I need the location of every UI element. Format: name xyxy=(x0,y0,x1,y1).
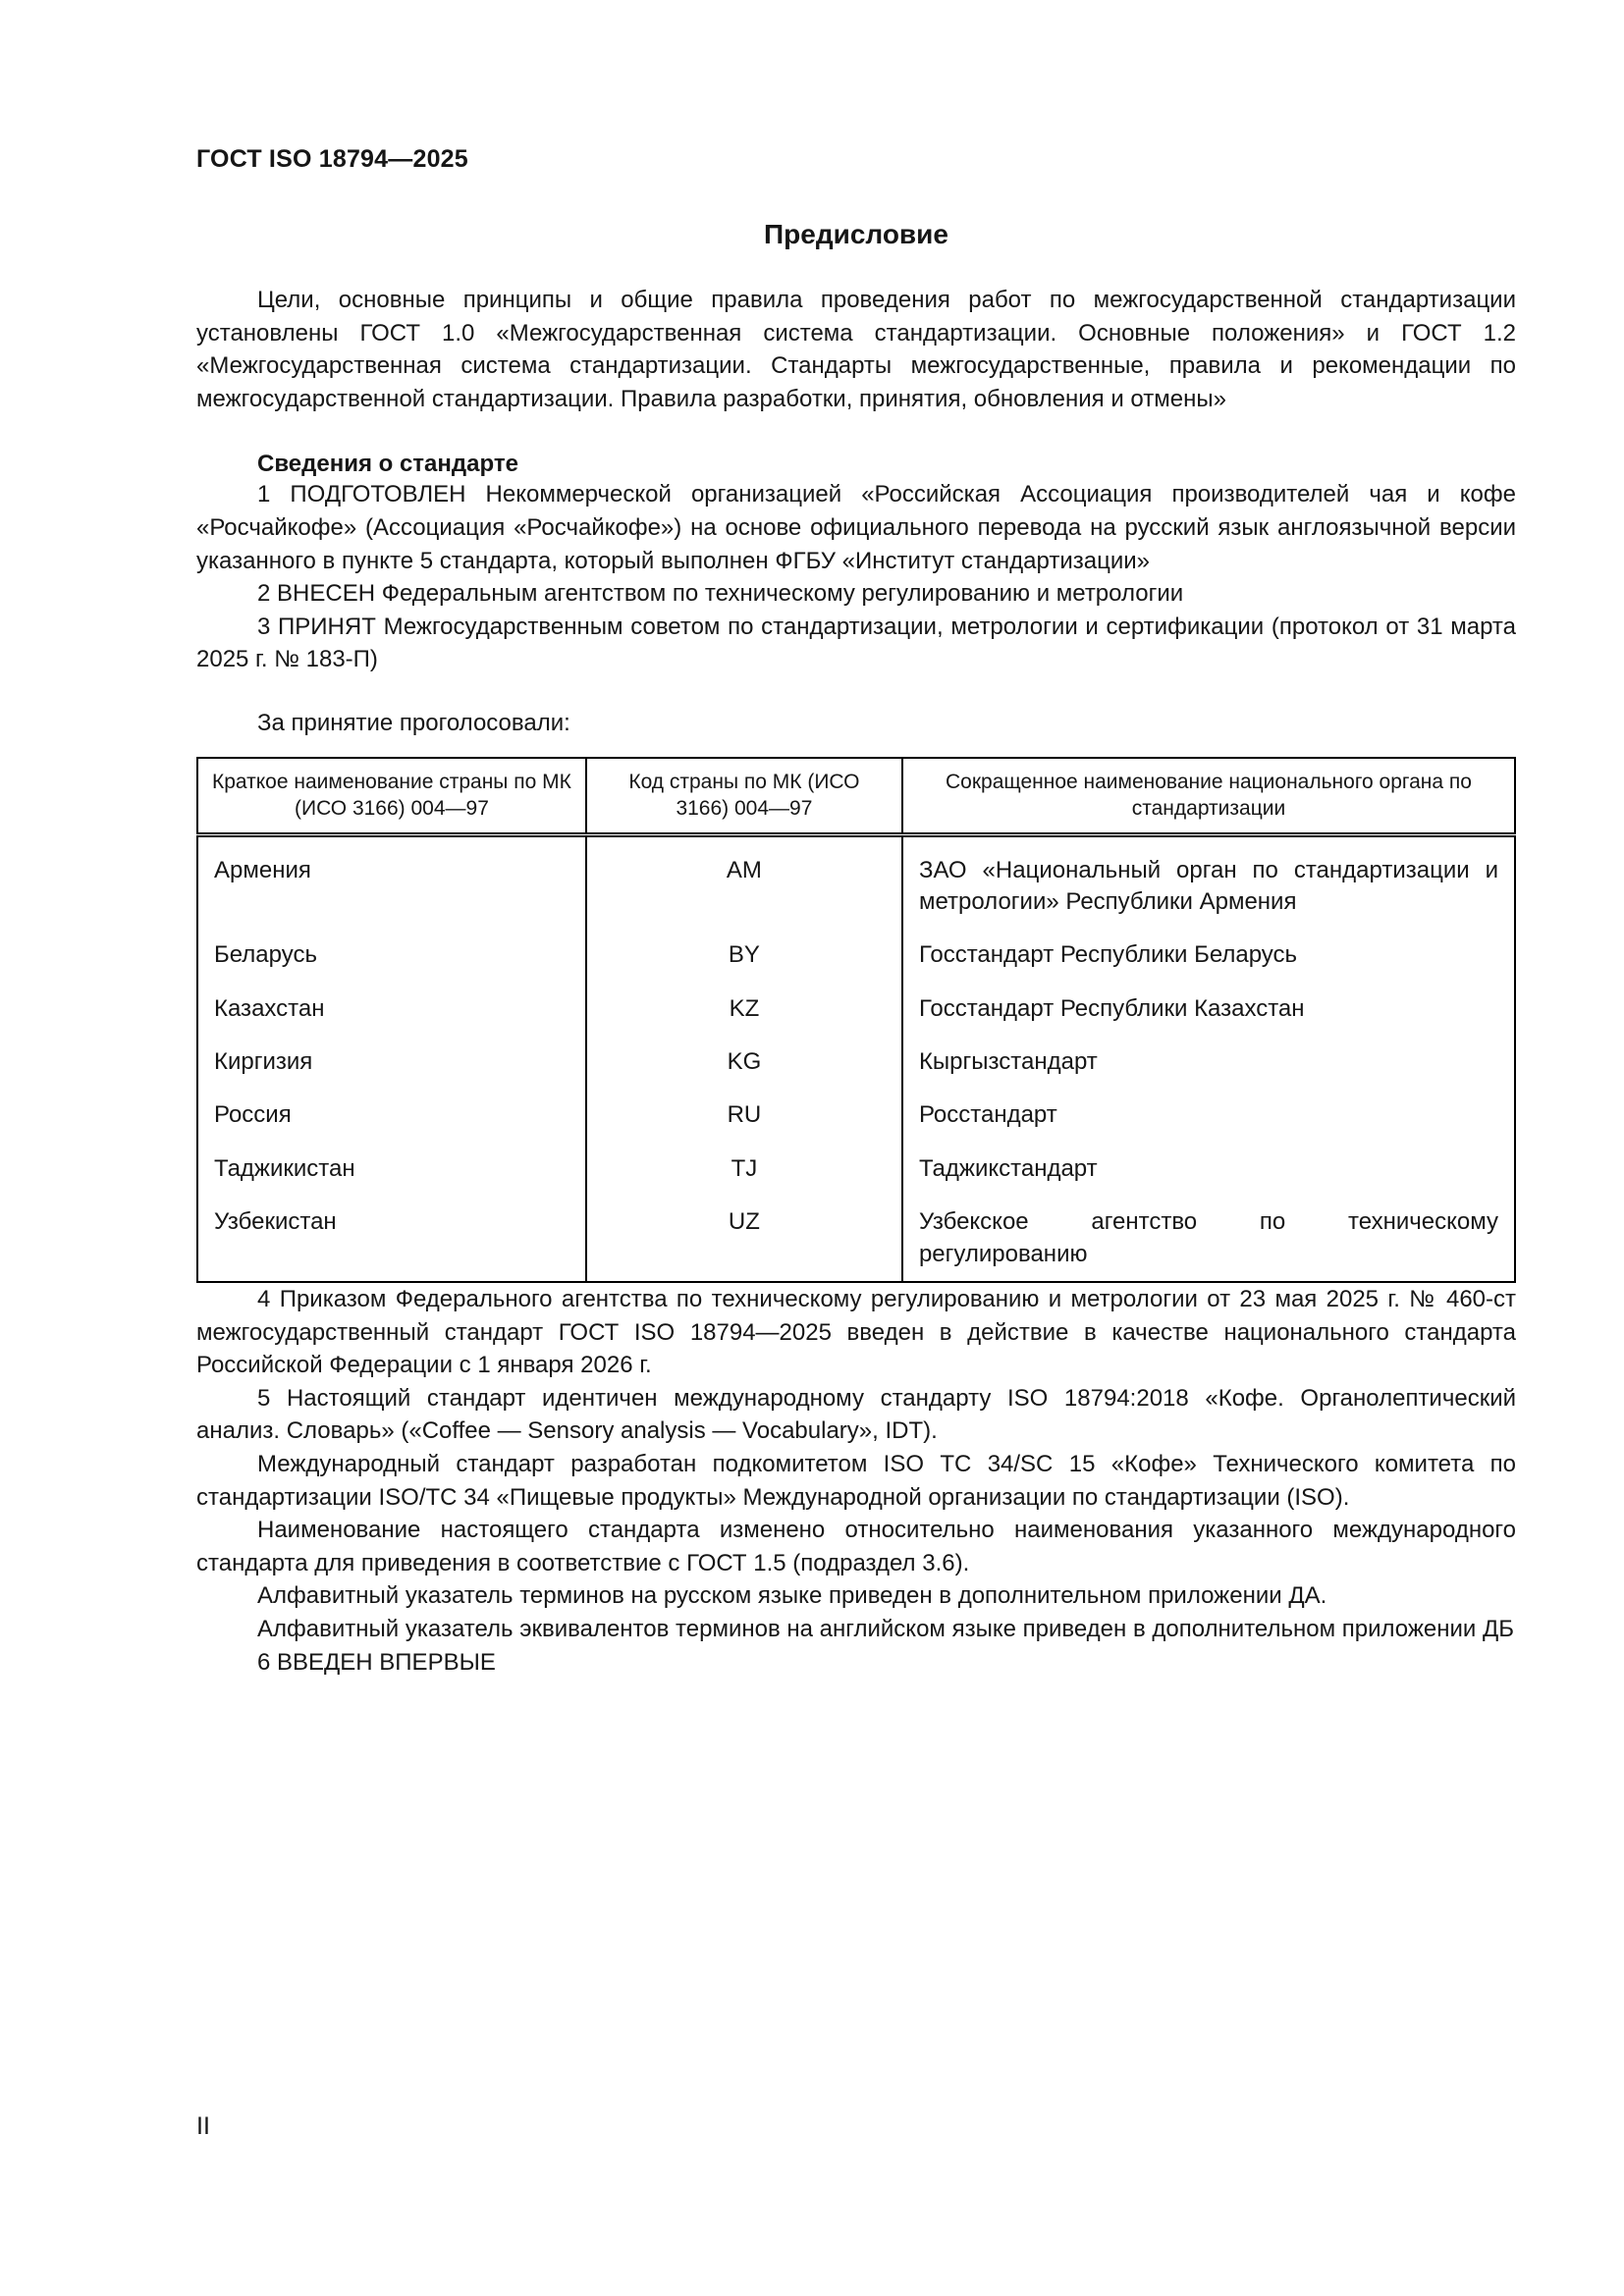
cell-org: Росстандарт xyxy=(902,1089,1515,1142)
item-5-p3: Наименование настоящего стандарта изменено относительно наименования указанного международного стандарта для приведения в соответствие с ГОСТ 1.5 (подраздел 3.6). xyxy=(196,1517,1516,1576)
item-1: 1 ПОДГОТОВЛЕН Некоммерческой организацией «Российская Ассоциация производителей чая и кофе «Росчайкофе» (Ассоциация «Росчайкофе») на основе официального перевода на русский язык англоязычной версии указанного в пункте 5 стандарта, который выполнен ФГБУ «Институт стандартизации» xyxy=(196,481,1516,574)
cell-org: ЗАО «Национальный орган по стандартизации и метрологии» Республики Армения xyxy=(902,834,1515,929)
col-header-country: Краткое наименование страны по МК (ИСО 3166) 004—97 xyxy=(197,758,586,834)
cell-code: BY xyxy=(586,929,902,982)
cell-country: Узбекистан xyxy=(197,1196,586,1282)
table-row xyxy=(197,834,1515,929)
table-row xyxy=(197,1036,1515,1089)
cell-org: Таджикстандарт xyxy=(902,1143,1515,1196)
table-row xyxy=(197,1089,1515,1142)
item-5-p2: Международный стандарт разработан подкомитетом ISO ТС 34/SC 15 «Кофе» Технического комитета по стандартизации ISO/ТС 34 «Пищевые продукты» Международной организации по стандартизации (ISO). xyxy=(196,1451,1516,1511)
doc-number: ГОСТ ISO 18794—2025 xyxy=(196,145,468,173)
cell-org: Госстандарт Республики Беларусь xyxy=(902,929,1515,982)
item-5-p1: 5 Настоящий стандарт идентичен международному стандарту ISO 18794:2018 «Кофе. Органолептический анализ. Словарь» («Coffee — Sensory analysis — Vocabulary», IDT). xyxy=(196,1384,1516,1445)
cell-country: Россия xyxy=(197,1089,586,1142)
cell-code: RU xyxy=(586,1089,902,1142)
vote-intro: За принятие проголосовали: xyxy=(257,709,570,736)
cell-country: Беларусь xyxy=(197,929,586,982)
cell-country: Армения xyxy=(197,834,586,929)
section-heading: Сведения о стандарте xyxy=(257,451,518,478)
cell-code: KZ xyxy=(586,983,902,1036)
voting-table xyxy=(196,757,1516,1283)
cell-country: Киргизия xyxy=(197,1036,586,1089)
page-number: II xyxy=(196,2112,210,2140)
cell-country: Казахстан xyxy=(197,983,586,1036)
cell-code: AM xyxy=(586,834,902,929)
voting-table-header xyxy=(197,758,1515,834)
cell-org: Узбекское агентство по техническому регулированию xyxy=(902,1196,1515,1282)
item-3: 3 ПРИНЯТ Межгосударственным советом по стандартизации, метрологии и сертификации (протокол от 31 марта 2025 г. № 183-П) xyxy=(196,613,1516,673)
item-6: 6 ВВЕДЕН ВПЕРВЫЕ xyxy=(257,1648,496,1676)
item-4: 4 Приказом Федерального агентства по техническому регулированию и метрологии от 23 мая 2025 г. № 460-ст межгосударственный стандарт ГОСТ ISO 18794—2025 введен в действие в качестве национального стандарта Российской Федерации с 1 января 2026 г. xyxy=(196,1286,1516,1379)
cell-org: Кыргызстандарт xyxy=(902,1036,1515,1089)
item-2: 2 ВНЕСЕН Федеральным агентством по техническому регулированию и метрологии xyxy=(257,580,1184,608)
col-header-code: Код страны по МК (ИСО 3166) 004—97 xyxy=(586,758,902,834)
table-row xyxy=(197,983,1515,1036)
item-5-p5: Алфавитный указатель эквивалентов терминов на английском языке приведен в дополнительном приложении ДБ xyxy=(257,1615,1514,1642)
cell-code: UZ xyxy=(586,1196,902,1282)
table-row xyxy=(197,1143,1515,1196)
page-title: Предисловие xyxy=(764,219,948,249)
col-header-org: Сокращенное наименование национального органа по стандартизации xyxy=(902,758,1515,834)
cell-org: Госстандарт Республики Казахстан xyxy=(902,983,1515,1036)
cell-country: Таджикистан xyxy=(197,1143,586,1196)
table-row xyxy=(197,929,1515,982)
cell-code: TJ xyxy=(586,1143,902,1196)
intro-paragraph: Цели, основные принципы и общие правила проведения работ по межгосударственной стандартизации установлены ГОСТ 1.0 «Межгосударственная система стандартизации. Основные положения» и ГОСТ 1.2 «Межгосударственная система стандартизации. Стандарты межгосударственные, правила и рекомендации по межгосударственной стандартизации. Правила разработки, принятия, обновления и отмены» xyxy=(196,287,1516,412)
item-5-p4: Алфавитный указатель терминов на русском языке приведен в дополнительном приложении ДА. xyxy=(257,1582,1327,1610)
cell-code: KG xyxy=(586,1036,902,1089)
table-row xyxy=(197,1196,1515,1282)
